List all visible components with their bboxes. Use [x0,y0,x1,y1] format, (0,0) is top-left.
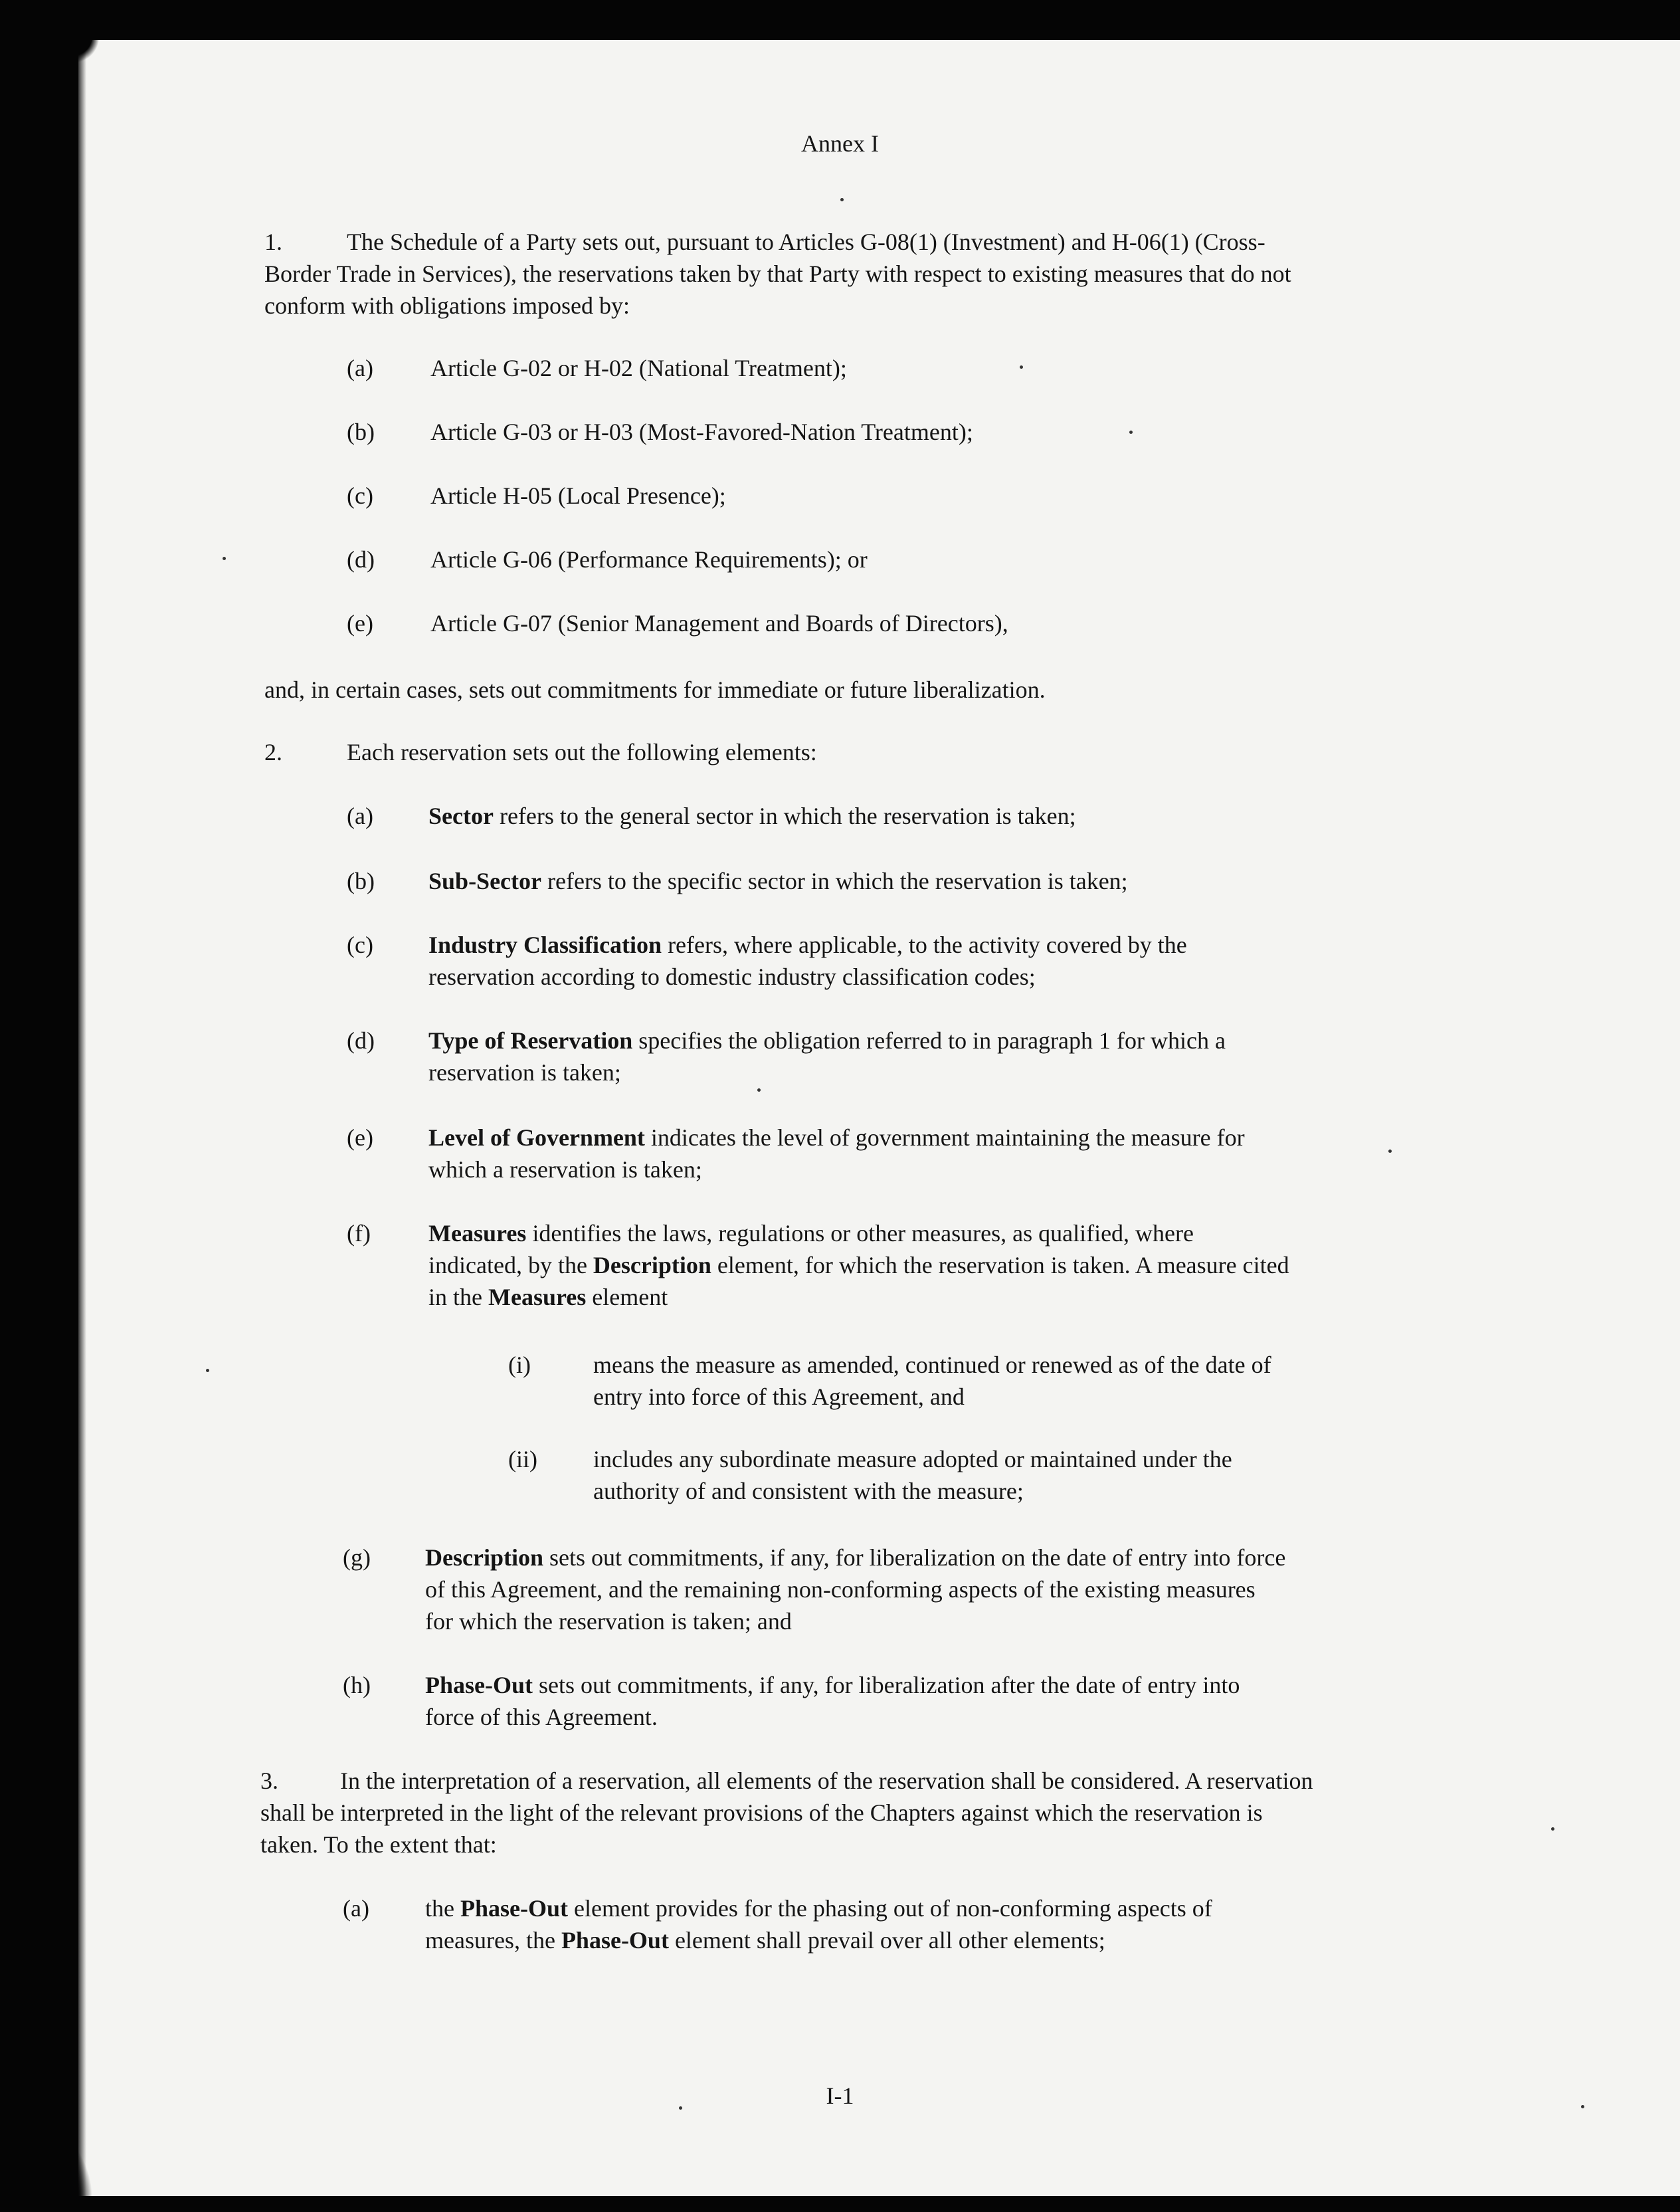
scan-speck [1388,1150,1392,1153]
scan-speck [206,1369,209,1372]
p1-item-a-label: (a) [347,355,373,381]
p2-item-e-body: indicates the level of government maintaining the measure for which a reservation is taken; [428,1124,1245,1183]
paragraph-2-number: 2. [264,739,282,765]
p1-item-e-text: Article G-07 (Senior Management and Boards of Directors), [430,610,1008,637]
page-number: I-1 [826,2082,854,2109]
p1-item-d-label: (d) [347,546,375,573]
term-industry-classification: Industry Classification [428,932,662,958]
paragraph-2-text: Each reservation sets out the following elements: [347,739,817,765]
scan-speck [840,198,844,201]
term-type-of-reservation: Type of Reservation [428,1027,633,1054]
scan-speck [1551,1827,1554,1831]
p1-item-c-label: (c) [347,482,373,509]
p2-item-d-text [428,1025,1292,1088]
p2-item-c-text [428,929,1292,993]
p1-item-b-text: Article G-03 or H-03 (Most-Favored-Nation Treatment); [430,419,973,445]
scan-speck [1020,365,1023,369]
p2-item-a-label: (a) [347,803,373,829]
p2-item-h-label: (h) [343,1672,371,1698]
p2-item-f-text [428,1217,1292,1313]
scan-speck [223,557,226,560]
p1-item-d-text: Article G-06 (Performance Requirements); or [430,546,868,573]
paragraph-3-number: 3. [260,1767,278,1794]
term-measures: Measures [428,1220,527,1247]
p2-item-d-label: (d) [347,1027,375,1054]
paragraph-1-text: The Schedule of a Party sets out, pursuant to Articles G-08(1) (Investment) and H-06(1) (Cross-Border Trade in Services), the reservations taken by that Party with respect to existing measures that do not conform with obligations imposed by: [264,229,1291,319]
p2-item-e-text [428,1122,1292,1185]
p2-item-f-label: (f) [347,1220,371,1247]
p2-item-d-body: specifies the obligation referred to in paragraph 1 for which a reservation is taken; [428,1027,1226,1086]
p3-item-a-body-b: element provides for the phasing out of non-conforming aspects of measures, the [425,1895,1212,1954]
term-sector: Sector [428,803,494,829]
paragraph-3-text: In the interpretation of a reservation, all elements of the reservation shall be considered. A reservation shall be interpreted in the light of the relevant provisions of the Chapters against which the reservation is taken. To the extent that: [260,1767,1313,1858]
term-phase-out: Phase-Out [425,1672,533,1698]
p2-item-f-body-b: element, for which the reservation is taken. A measure cited in the [428,1252,1289,1310]
p1-item-c-text: Article H-05 (Local Presence); [430,482,726,509]
scan-speck [1129,431,1133,434]
p2-item-b-body: refers to the specific sector in which the reservation is taken; [541,868,1128,894]
p2-item-h-text [425,1669,1289,1733]
scan-speck [679,2106,682,2110]
p2-item-e-label: (e) [347,1124,373,1151]
scan-speck [1581,2105,1584,2108]
term-phase-out-3a: Phase-Out [460,1895,568,1922]
p3-item-a-text [425,1892,1289,1956]
p1-item-a-text: Article G-02 or H-02 (National Treatment); [430,355,847,381]
term-measures-2: Measures [488,1284,587,1310]
p2-item-g-label: (g) [343,1544,371,1571]
p2-item-g-text [425,1542,1289,1637]
paragraph-1-closing: and, in certain cases, sets out commitments for immediate or future liberalization. [264,676,1046,703]
p2-item-f-body-c: element [586,1284,668,1310]
p2-item-a-body: refers to the general sector in which the reservation is taken; [493,803,1076,829]
term-description-g: Description [425,1544,543,1571]
annex-title: Annex I [801,130,879,157]
p3-item-a-label: (a) [343,1895,369,1922]
term-sub-sector: Sub-Sector [428,868,541,894]
term-level-of-government: Level of Government [428,1124,645,1151]
p2-subitem-ii-label: (ii) [508,1446,537,1472]
p2-subitem-i-label: (i) [508,1352,531,1378]
p2-item-c-body: refers, where applicable, to the activity covered by the reservation according to domestic industry classification codes; [428,932,1187,990]
p2-subitem-i-text: means the measure as amended, continued or renewed as of the date of entry into force of this Agreement, and [593,1352,1271,1410]
p1-item-e-label: (e) [347,610,373,637]
p2-item-c-label: (c) [347,932,373,958]
paragraph-1-number: 1. [264,229,282,255]
p2-item-h-body: sets out commitments, if any, for liberalization after the date of entry into force of this Agreement. [425,1672,1240,1730]
p2-item-b-text [428,865,1292,897]
scan-speck [757,1088,761,1092]
p2-item-g-body: sets out commitments, if any, for liberalization on the date of entry into force of this Agreement, and the remaining non-conforming aspects of the existing measures for which the reservation is taken; and [425,1544,1286,1635]
term-description: Description [593,1252,711,1278]
p3-item-a-body-a: the [425,1895,460,1922]
p2-item-a-text [428,800,1292,832]
term-phase-out-3b: Phase-Out [561,1927,669,1954]
p1-item-b-label: (b) [347,419,375,445]
p2-item-b-label: (b) [347,868,375,894]
p2-subitem-ii-text: includes any subordinate measure adopted or maintained under the authority of and consistent with the measure; [593,1446,1232,1504]
p3-item-a-body-c: element shall prevail over all other elements; [668,1927,1105,1954]
p2-item-f-body-a: identifies the laws, regulations or other measures, as qualified, where indicated, by the [428,1220,1194,1278]
